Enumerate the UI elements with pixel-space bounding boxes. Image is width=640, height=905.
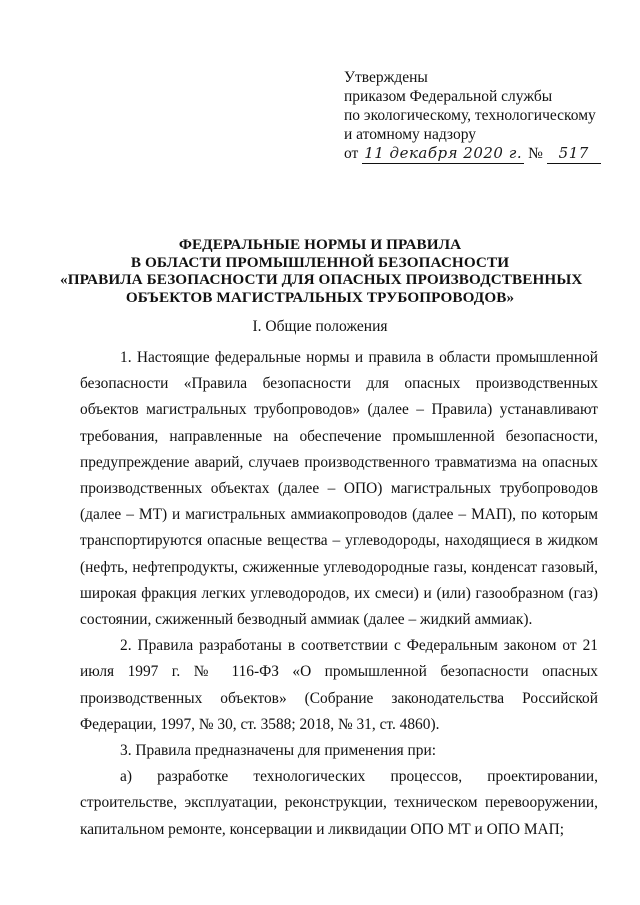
title-line-1: ФЕДЕРАЛЬНЫЕ НОРМЫ И ПРАВИЛА — [178, 236, 462, 253]
handwritten-date: 11 декабря 2020 г. — [362, 144, 524, 164]
paragraph-3: 3. Правила предназначены для применения при: — [120, 742, 436, 760]
document-title — [60, 236, 583, 306]
approval-line-2: приказом Федеральной службы — [344, 88, 553, 105]
approval-date-number-line — [344, 144, 614, 164]
title-line-4: ОБЪЕКТОВ МАГИСТРАЛЬНЫХ ТРУБОПРОВОДОВ» — [125, 288, 515, 306]
title-line-3: «ПРАВИЛА БЕЗОПАСНОСТИ ДЛЯ ОПАСНЫХ ПРОИЗВОДСТВЕННЫХ — [60, 271, 583, 288]
number-prefix: № — [528, 145, 543, 162]
handwritten-number: 517 — [547, 144, 601, 164]
date-prefix: от — [344, 145, 359, 162]
section-heading: I. Общие положения — [252, 318, 388, 335]
paragraph-2: 2. Правила разработаны в соответствии с Федеральным законом от 21 июля 1997 г. № 116-ФЗ «О промышленной безопасности опасных производственных объектов» (Собрание законодательства Российской Федерации, 1997, № 30, ст. 3588; 2018, № 31, ст. 4860). — [80, 637, 598, 733]
document-body — [80, 345, 598, 843]
paragraph-4: а) разработке технологических процессов, проектировании, строительстве, эксплуатации, реконструкции, техническом перевооружении, капитальном ремонте, консервации и ликвидации ОПО МТ и ОПО МАП; — [80, 768, 598, 838]
paragraph-1: 1. Настоящие федеральные нормы и правила в области промышленной безопасности «Правила безопасности для опасных производственных объектов магистральных трубопроводов» (далее – Правила) устанавливают требования, направленные на обеспечение промышленной безопасности, предупреждение аварий, случаев производственного травматизма на опасных производственных объектах (далее – ОПО) магистральных трубопроводов (далее – МТ) и магистральных аммиакопроводов (далее – МАП), по которым транспортируются опасные вещества – углеводороды, находящиеся в жидком (нефть, нефтепродукты, сжиженные углеводородные газы, конденсат газовый, широкая фракция легких углеводородов, их смеси) и (или) газообразном (газ) состоянии, сжиженный безводный аммиак (далее – жидкий аммиак). — [80, 349, 598, 629]
title-line-2: В ОБЛАСТИ ПРОМЫШЛЕННОЙ БЕЗОПАСНОСТИ — [130, 253, 510, 271]
approval-line-3: по экологическому, технологическому — [344, 107, 596, 124]
approval-line-4: и атомному надзору — [344, 126, 476, 143]
approval-line-1: Утверждены — [344, 69, 428, 86]
approval-block — [344, 68, 614, 164]
